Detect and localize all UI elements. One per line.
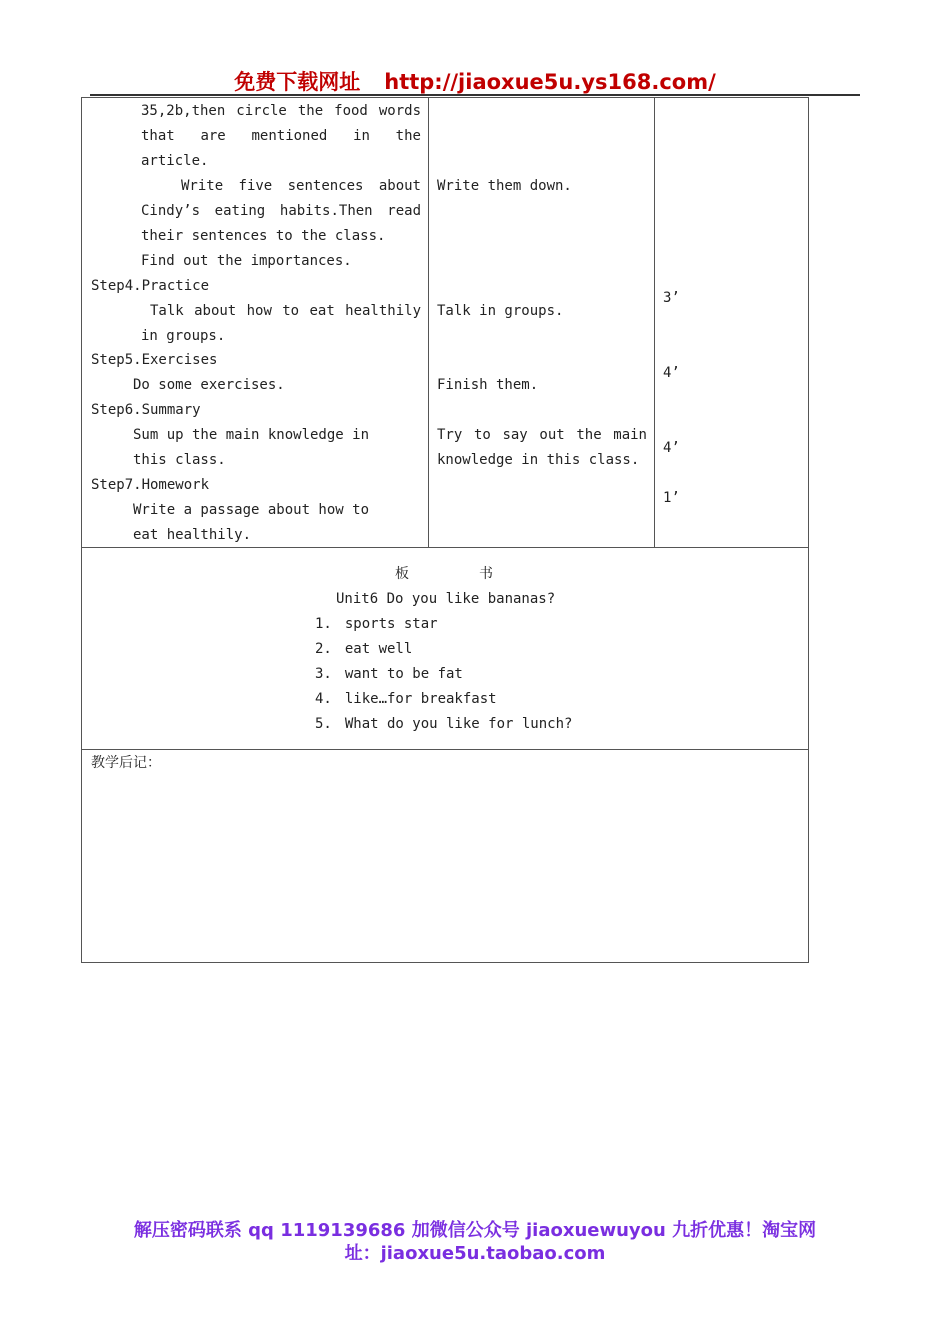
activity-line: Talk about how to eat healthily [150, 303, 421, 319]
time-value: 4’ [663, 440, 680, 456]
step-heading: Step6.Summary [91, 402, 201, 418]
activity-line [141, 124, 421, 149]
table-row-divider [81, 749, 809, 750]
word: mentioned [251, 128, 328, 144]
board-item-text: What do you like for lunch? [344, 716, 573, 732]
board-item [315, 612, 438, 637]
activity-line: Write a passage about how to [133, 502, 370, 518]
board-item-number: 2. [315, 641, 332, 657]
student-line: Talk in groups. [437, 303, 564, 319]
table-bottom-border [81, 962, 809, 963]
time-value: 4’ [663, 365, 680, 381]
word: the [395, 128, 421, 144]
activity-line: Sum up the main knowledge in [133, 427, 370, 443]
step-heading: Step7.Homework [91, 477, 210, 493]
activity-line: their sentences to the class. [141, 228, 386, 244]
student-line: Try to say out the main [437, 427, 647, 443]
board-heading-left: 板 [395, 566, 409, 582]
student-line: knowledge in this class. [437, 452, 640, 468]
board-heading-right: 书 [479, 566, 493, 582]
board-item-text: sports star [344, 616, 438, 632]
board-item [315, 712, 572, 737]
word: are [200, 128, 226, 144]
footer-line-2[interactable]: 址：jiaoxue5u.taobao.com [344, 1243, 606, 1264]
word: in [353, 128, 370, 144]
board-item-number: 4. [315, 691, 332, 707]
activity-line: Do some exercises. [133, 377, 285, 393]
activity-line: 35,2b,then circle the food words [141, 103, 421, 119]
step-heading: Step4.Practice [91, 278, 210, 294]
board-item-number: 5. [315, 716, 332, 732]
time-value: 1’ [663, 490, 680, 506]
column-divider [654, 97, 655, 547]
activity-line: this class. [133, 452, 226, 468]
activity-line: eat healthily. [133, 527, 252, 543]
student-line: Write them down. [437, 178, 572, 194]
header-rule [90, 94, 860, 96]
activity-line: in groups. [141, 328, 226, 344]
table-top-border [81, 97, 809, 98]
activity-line: article. [141, 153, 209, 169]
teaching-notes-label: 教学后记： [91, 755, 161, 771]
header-title: 免费下载网址 [234, 70, 361, 94]
board-item-number: 1. [315, 616, 332, 632]
footer-line-1: 解压密码联系 qq 1119139686 加微信公众号 jiaoxuewuyou 九折优惠！淘宝网 [133, 1220, 817, 1241]
activity-line: Find out the importances. [141, 253, 352, 269]
board-item [315, 687, 497, 712]
word: that [141, 128, 175, 144]
board-item-text: eat well [344, 641, 413, 657]
board-item-text: want to be fat [344, 666, 463, 682]
step-heading: Step5.Exercises [91, 352, 218, 368]
board-item-number: 3. [315, 666, 332, 682]
board-item-text: like…for breakfast [344, 691, 497, 707]
board-title: Unit6 Do you like bananas? [336, 591, 556, 607]
activity-line: Cindy’s eating habits.Then read [141, 203, 421, 219]
student-line: Finish them. [437, 377, 539, 393]
activity-line: Write five sentences about [181, 178, 421, 194]
time-value: 3’ [663, 290, 680, 306]
header-url[interactable]: http://jiaoxue5u.ys168.com/ [384, 70, 716, 94]
board-item [315, 662, 463, 687]
board-item [315, 637, 412, 662]
column-divider [428, 97, 429, 547]
page-header [0, 66, 950, 96]
table-right-border [808, 97, 809, 963]
table-left-border [81, 97, 82, 963]
